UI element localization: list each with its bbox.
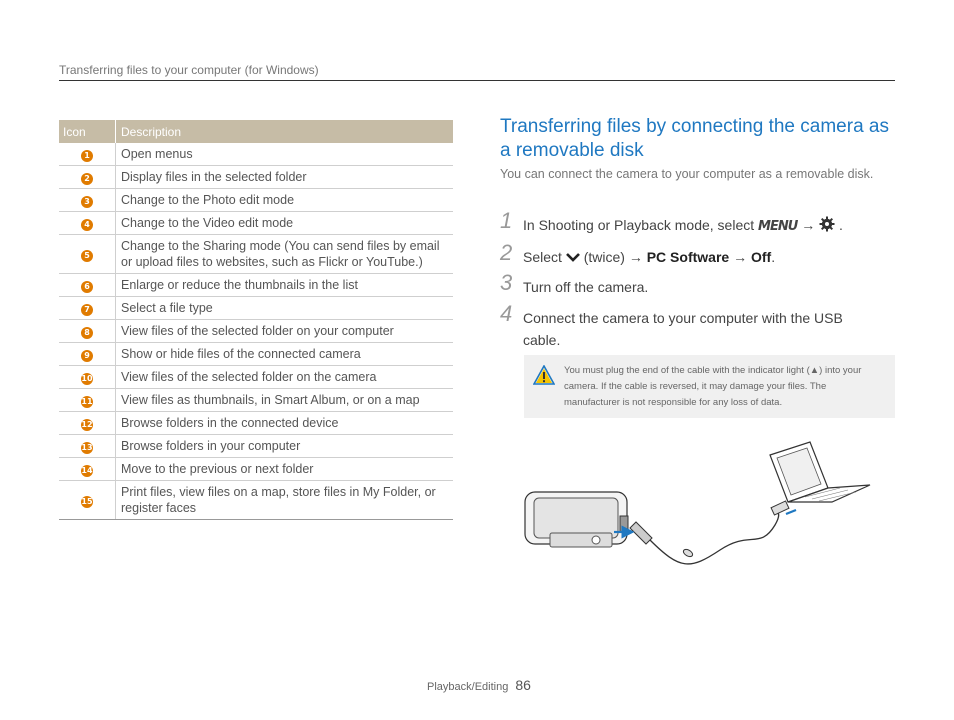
step-number: 2: [500, 240, 513, 265]
chevron-down-icon: [566, 252, 580, 262]
icon-number-cell: [59, 274, 116, 297]
table-row: [59, 481, 453, 520]
table-row: [59, 212, 453, 235]
step-2-text: Select: [523, 249, 562, 265]
table-row: [59, 274, 453, 297]
laptop-image: [770, 442, 870, 502]
icon-number-cell: [59, 458, 116, 481]
step-text: [523, 246, 883, 268]
description-cell: Enlarge or reduce the thumbnails in the list: [116, 274, 454, 297]
description-cell: View files of the selected folder on the camera: [116, 366, 454, 389]
camera-image: [525, 492, 628, 547]
description-cell: View files of the selected folder on your computer: [116, 320, 454, 343]
number-badge-icon: 8: [81, 327, 93, 339]
table-row: [59, 389, 453, 412]
icon-number-cell: [59, 389, 116, 412]
description-cell: Open menus: [116, 143, 454, 166]
arrow-icon: →: [733, 249, 748, 265]
icon-number-cell: [59, 320, 116, 343]
settings-gear-icon: [819, 216, 835, 232]
caution-note-text: You must plug the end of the cable with the indicator light (▲) into your camera. If the cable is reversed, it may damage your files. The manufacturer is not responsible for any loss of data.: [564, 365, 862, 408]
step-number: 3: [500, 270, 513, 295]
table-row: [59, 189, 453, 212]
table-row: [59, 343, 453, 366]
arrow-icon: →: [628, 249, 643, 265]
table-row: [59, 412, 453, 435]
step-1-text: In Shooting or Playback mode, select: [523, 217, 755, 233]
page-header-title: Transferring files to your computer (for Windows): [59, 63, 319, 77]
number-badge-icon: 1: [81, 150, 93, 162]
step-2-twice: (twice): [583, 249, 625, 265]
icon-number-cell: [59, 366, 116, 389]
number-badge-icon: 15: [81, 497, 93, 506]
arrow-icon: →: [801, 217, 816, 233]
step-text: Turn off the camera.: [523, 279, 649, 295]
description-cell: Move to the previous or next folder: [116, 458, 454, 481]
section-intro: You can connect the camera to your computer as a removable disk.: [500, 167, 874, 181]
table-row: [59, 435, 453, 458]
page-number: 86: [515, 677, 531, 693]
number-badge-icon: 3: [81, 196, 93, 208]
table-row: [59, 235, 453, 274]
number-badge-icon: 6: [81, 281, 93, 293]
step-number: 1: [500, 208, 513, 233]
warning-icon: [533, 365, 555, 385]
table-header-description: Description: [116, 120, 454, 143]
description-cell: Browse folders in your computer: [116, 435, 454, 458]
number-badge-icon: 14: [81, 466, 93, 475]
description-cell: Display files in the selected folder: [116, 166, 454, 189]
step-text: Connect the camera to your computer with the USB cable.: [523, 310, 843, 348]
section-title: Transferring files by connecting the camera as a removable disk: [500, 116, 889, 161]
option-off: Off: [750, 249, 772, 265]
icon-number-cell: [59, 435, 116, 458]
caution-note: [524, 355, 895, 418]
table-row: [59, 143, 453, 166]
table-row: [59, 320, 453, 343]
description-cell: Change to the Sharing mode (You can send files by email or upload files to websites, such as Flickr or YouTube.): [116, 235, 454, 274]
number-badge-icon: 2: [81, 173, 93, 185]
icon-number-cell: [59, 412, 116, 435]
page-footer: [427, 677, 531, 693]
number-badge-icon: 12: [81, 420, 93, 429]
table-row: [59, 166, 453, 189]
table-header-row: [59, 120, 453, 143]
header-divider: [59, 80, 895, 81]
description-cell: Browse folders in the connected device: [116, 412, 454, 435]
description-cell: View files as thumbnails, in Smart Album, or on a map: [116, 389, 454, 412]
table-body: [59, 143, 453, 520]
number-badge-icon: 5: [81, 250, 93, 262]
icon-number-cell: [59, 481, 116, 520]
step-2-end: .: [771, 249, 776, 265]
table-row: [59, 458, 453, 481]
icon-number-cell: [59, 235, 116, 274]
number-badge-icon: 7: [81, 304, 93, 316]
table-row: [59, 366, 453, 389]
camera-to-laptop-illustration: [520, 440, 880, 580]
table-row: [59, 297, 453, 320]
icon-number-cell: [59, 343, 116, 366]
icon-description-table: [59, 120, 453, 520]
step-1-end: .: [838, 217, 843, 233]
number-badge-icon: 9: [81, 350, 93, 362]
icon-number-cell: [59, 143, 116, 166]
description-cell: Select a file type: [116, 297, 454, 320]
description-cell: Change to the Photo edit mode: [116, 189, 454, 212]
step-text: [523, 214, 883, 238]
icon-number-cell: [59, 212, 116, 235]
option-pc-software: PC Software: [646, 249, 730, 265]
footer-section: Playback/Editing: [427, 681, 509, 693]
icon-number-cell: [59, 166, 116, 189]
description-cell: Print files, view files on a map, store files in My Folder, or register faces: [116, 481, 454, 520]
number-badge-icon: 11: [81, 397, 93, 406]
number-badge-icon: 4: [81, 219, 93, 231]
table-header-icon: Icon: [59, 120, 116, 143]
step-number: 4: [500, 301, 513, 326]
number-badge-icon: 10: [81, 374, 93, 383]
icon-number-cell: [59, 189, 116, 212]
description-cell: Change to the Video edit mode: [116, 212, 454, 235]
icon-number-cell: [59, 297, 116, 320]
menu-icon: MENU: [758, 219, 798, 234]
description-cell: Show or hide files of the connected camera: [116, 343, 454, 366]
number-badge-icon: 13: [81, 443, 93, 452]
